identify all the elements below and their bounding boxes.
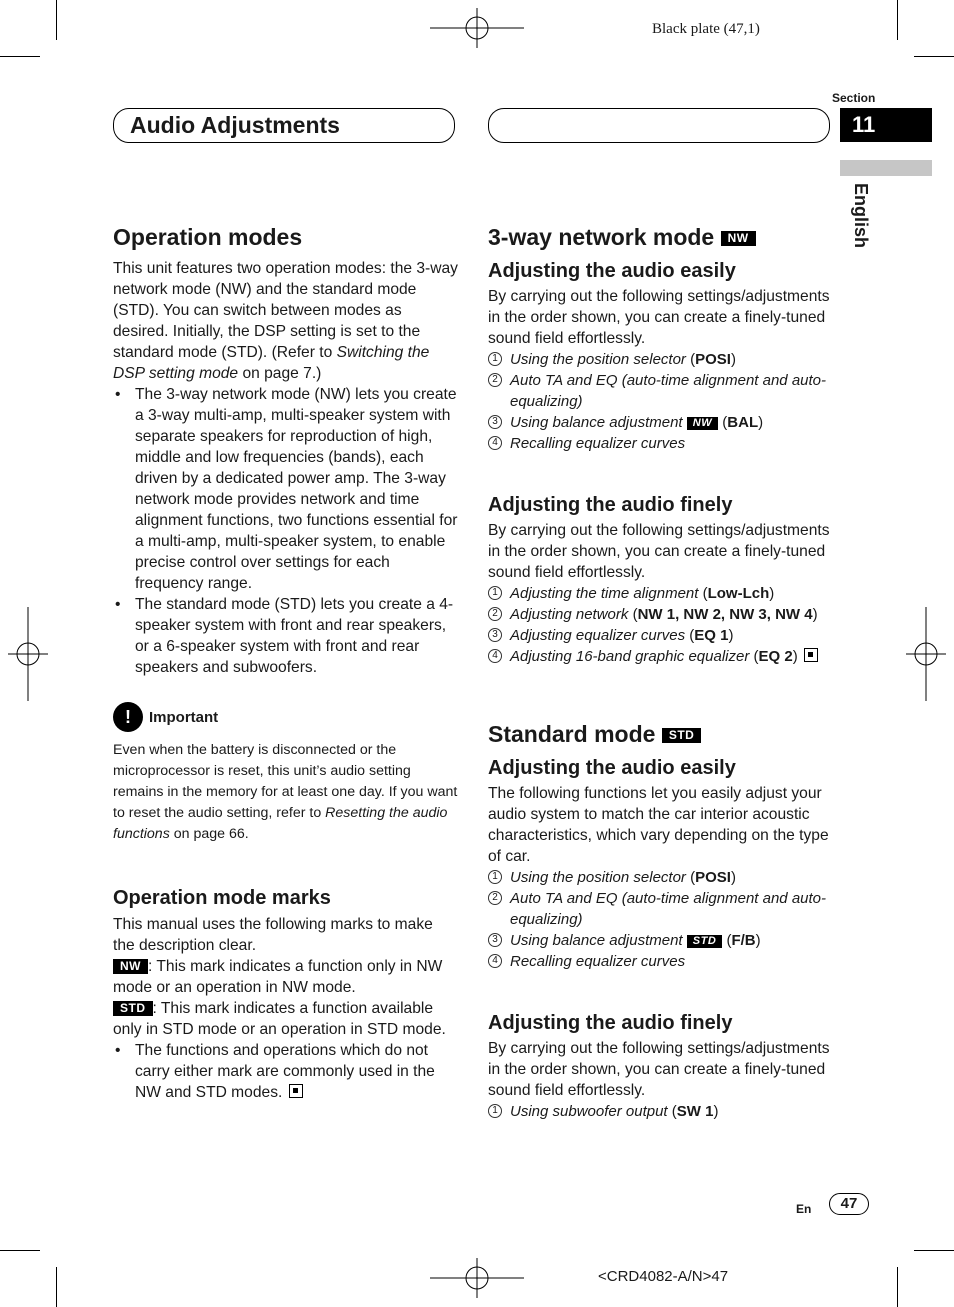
operation-modes-intro bbox=[113, 258, 458, 384]
step-number-icon: 2 bbox=[488, 607, 502, 621]
nw-fine-intro: By carrying out the following settings/adjustments in the order shown, you can create a finely-tuned sound field effortlessly. bbox=[488, 522, 830, 581]
registration-mark-bottom bbox=[430, 1258, 524, 1298]
marks-intro: This manual uses the following marks to make the description clear. bbox=[113, 916, 433, 954]
step-label: Using the position selector bbox=[510, 351, 686, 368]
list-item: 1 Adjusting the time alignment (Low-Lch) bbox=[488, 583, 833, 604]
list-item: 4 Adjusting 16-band graphic equalizer (EQ 2) bbox=[488, 646, 833, 667]
crop-mark bbox=[897, 1267, 898, 1307]
step-number-icon: 3 bbox=[488, 933, 502, 947]
list-item: 1 Using subwoofer output (SW 1) bbox=[488, 1101, 833, 1122]
important-body: Even when the battery is disconnected or the microprocessor is reset, this unit’s audio setting remains in the memory for at least one day. If you want to reset the audio setting, refer to bbox=[113, 742, 458, 821]
section-number-tab: 11 bbox=[840, 108, 932, 142]
page-number: 47 bbox=[829, 1193, 869, 1215]
bullet-icon: • bbox=[115, 1042, 121, 1059]
list-item bbox=[488, 888, 833, 930]
step-key: F/B bbox=[731, 932, 756, 949]
crop-mark bbox=[914, 56, 954, 57]
section-label: Section bbox=[832, 91, 876, 105]
intro-text: This unit features two operation modes: the 3-way network mode (NW) and the standard mode (STD). You can switch between modes as desired. Initially, the DSP setting is set to the standard mode (STD). (Refer to bbox=[113, 260, 458, 361]
list-item: 1 Using the position selector (POSI) bbox=[488, 867, 833, 888]
nw-mark-text: : This mark indicates a function only in NW mode or an operation in NW mode. bbox=[113, 958, 443, 996]
crop-mark bbox=[56, 1267, 57, 1307]
nw-fine-heading: Adjusting the audio finely bbox=[488, 494, 733, 516]
list-item: 3 Adjusting equalizer curves (EQ 1) bbox=[488, 625, 833, 646]
bullet-item bbox=[113, 594, 458, 678]
step-number-icon: 2 bbox=[488, 373, 502, 387]
step-number-icon: 4 bbox=[488, 436, 502, 450]
std-fine-intro: By carrying out the following settings/adjustments in the order shown, you can create a finely-tuned sound field effortlessly. bbox=[488, 1040, 830, 1099]
step-label: Recalling equalizer curves bbox=[510, 953, 686, 970]
crop-mark bbox=[0, 56, 40, 57]
step-key: BAL bbox=[727, 414, 759, 431]
chapter-blank-box bbox=[488, 108, 830, 143]
step-label: Adjusting 16-band graphic equalizer bbox=[510, 648, 750, 665]
list-item: 2 Adjusting network (NW 1, NW 2, NW 3, NW 4) bbox=[488, 604, 833, 625]
end-of-section-icon bbox=[804, 648, 818, 662]
step-label: Recalling equalizer curves bbox=[510, 435, 686, 452]
step-key: EQ 1 bbox=[694, 627, 729, 644]
step-label: Using the position selector bbox=[510, 869, 686, 886]
nw-badge: NW bbox=[721, 231, 756, 246]
bullet-item bbox=[113, 1040, 458, 1103]
step-label: Adjusting equalizer curves bbox=[510, 627, 686, 644]
plate-label: Black plate (47,1) bbox=[652, 21, 760, 37]
crop-mark bbox=[0, 1250, 40, 1251]
std-easy-heading: Adjusting the audio easily bbox=[488, 757, 736, 779]
nw-mark-description bbox=[113, 956, 458, 998]
registration-mark-left bbox=[8, 607, 48, 701]
std-easy-intro: The following functions let you easily adjust your audio system to match the car interior acoustic characteristics, which vary depending on the type of car. bbox=[488, 785, 829, 865]
end-of-section-icon bbox=[289, 1084, 303, 1098]
step-key: NW 1, NW 2, NW 3, NW 4 bbox=[637, 606, 813, 623]
std-badge: STD bbox=[687, 935, 723, 948]
nw-badge: NW bbox=[113, 959, 148, 974]
std-fine-heading: Adjusting the audio finely bbox=[488, 1012, 733, 1034]
std-badge: STD bbox=[113, 1001, 153, 1016]
important-label: Important bbox=[149, 708, 219, 726]
chapter-title-box bbox=[113, 108, 455, 143]
language-label: English bbox=[851, 183, 871, 249]
right-column bbox=[488, 222, 833, 1122]
step-number-icon: 1 bbox=[488, 870, 502, 884]
list-item bbox=[488, 433, 833, 454]
std-mode-heading bbox=[488, 719, 833, 749]
bullet-icon: • bbox=[115, 386, 121, 403]
step-number-icon: 1 bbox=[488, 1104, 502, 1118]
registration-mark-right bbox=[906, 607, 946, 701]
step-key: POSI bbox=[695, 351, 731, 368]
important-page-ref: on page 66. bbox=[169, 826, 249, 842]
crop-mark bbox=[914, 1250, 954, 1251]
registration-mark-top bbox=[430, 8, 524, 48]
operation-mode-marks-heading: Operation mode marks bbox=[113, 887, 331, 909]
language-tab bbox=[840, 160, 932, 176]
step-number-icon: 2 bbox=[488, 891, 502, 905]
list-item: 3 Using balance adjustment STD (F/B) bbox=[488, 930, 833, 951]
important-header bbox=[113, 702, 458, 732]
intro-page-ref: on page 7.) bbox=[238, 365, 322, 382]
bullet-item bbox=[113, 384, 458, 594]
nw-easy-intro: By carrying out the following settings/adjustments in the order shown, you can create a finely-tuned sound field effortlessly. bbox=[488, 288, 830, 347]
std-mode-title: Standard mode bbox=[488, 721, 656, 747]
chapter-title: Audio Adjustments bbox=[130, 112, 340, 138]
crop-mark bbox=[897, 0, 898, 40]
step-label: Using balance adjustment bbox=[510, 932, 683, 949]
step-number-icon: 1 bbox=[488, 352, 502, 366]
step-number-icon: 1 bbox=[488, 586, 502, 600]
nw-badge: NW bbox=[687, 417, 718, 430]
bullet-text: The 3-way network mode (NW) lets you create a 3-way multi-amp, multi-speaker system with separate speakers for reproduction of high, middle and low frequencies (bands), each driven by a dedicated power amp. The 3-way network mode provides network and time alignment functions, two functions essential for a multi-amp, multi-speaker system, to enable precise control over settings for each frequency range. bbox=[135, 386, 458, 592]
list-item: 1 Using the position selector (POSI) bbox=[488, 349, 833, 370]
step-label: Auto TA and EQ (auto-time alignment and auto-equalizing) bbox=[510, 372, 827, 410]
step-label: Adjusting network bbox=[510, 606, 629, 623]
std-badge: STD bbox=[662, 728, 702, 743]
bullet-text: The functions and operations which do not carry either mark are commonly used in the NW and STD modes. bbox=[135, 1042, 435, 1101]
step-label: Using subwoofer output bbox=[510, 1103, 668, 1120]
std-mark-description bbox=[113, 998, 458, 1040]
nw-mode-heading bbox=[488, 222, 833, 252]
step-key: SW 1 bbox=[676, 1103, 714, 1120]
step-key: Low-Lch bbox=[707, 585, 770, 602]
step-key: EQ 2 bbox=[758, 648, 793, 665]
intro-reference: Switching the DSP setting mode bbox=[113, 344, 430, 382]
bullet-text: The standard mode (STD) lets you create a 4-speaker system with front and rear speakers, or a 6-speaker system with front and rear speakers and subwoofers. bbox=[135, 596, 454, 676]
important-icon: ! bbox=[113, 702, 143, 732]
step-number-icon: 4 bbox=[488, 649, 502, 663]
step-number-icon: 3 bbox=[488, 628, 502, 642]
step-label: Using balance adjustment bbox=[510, 414, 683, 431]
nw-mode-title: 3-way network mode bbox=[488, 224, 715, 250]
list-item: 3 Using balance adjustment NW (BAL) bbox=[488, 412, 833, 433]
std-mark-text: : This mark indicates a function available only in STD mode or an operation in STD mode. bbox=[113, 1000, 446, 1038]
nw-easy-heading: Adjusting the audio easily bbox=[488, 260, 736, 282]
crop-mark bbox=[56, 0, 57, 40]
operation-modes-heading: Operation modes bbox=[113, 224, 303, 250]
step-label: Auto TA and EQ (auto-time alignment and auto-equalizing) bbox=[510, 890, 827, 928]
footer-language: En bbox=[796, 1202, 812, 1216]
list-item bbox=[488, 370, 833, 412]
bullet-icon: • bbox=[115, 596, 121, 613]
left-column bbox=[113, 222, 458, 1103]
step-key: POSI bbox=[695, 869, 731, 886]
list-item bbox=[488, 951, 833, 972]
document-code: <CRD4082-A/N>47 bbox=[598, 1268, 729, 1285]
important-reference: Resetting the audio functions bbox=[113, 805, 448, 842]
important-text bbox=[113, 740, 458, 845]
step-number-icon: 3 bbox=[488, 415, 502, 429]
step-number-icon: 4 bbox=[488, 954, 502, 968]
step-label: Adjusting the time alignment bbox=[510, 585, 699, 602]
